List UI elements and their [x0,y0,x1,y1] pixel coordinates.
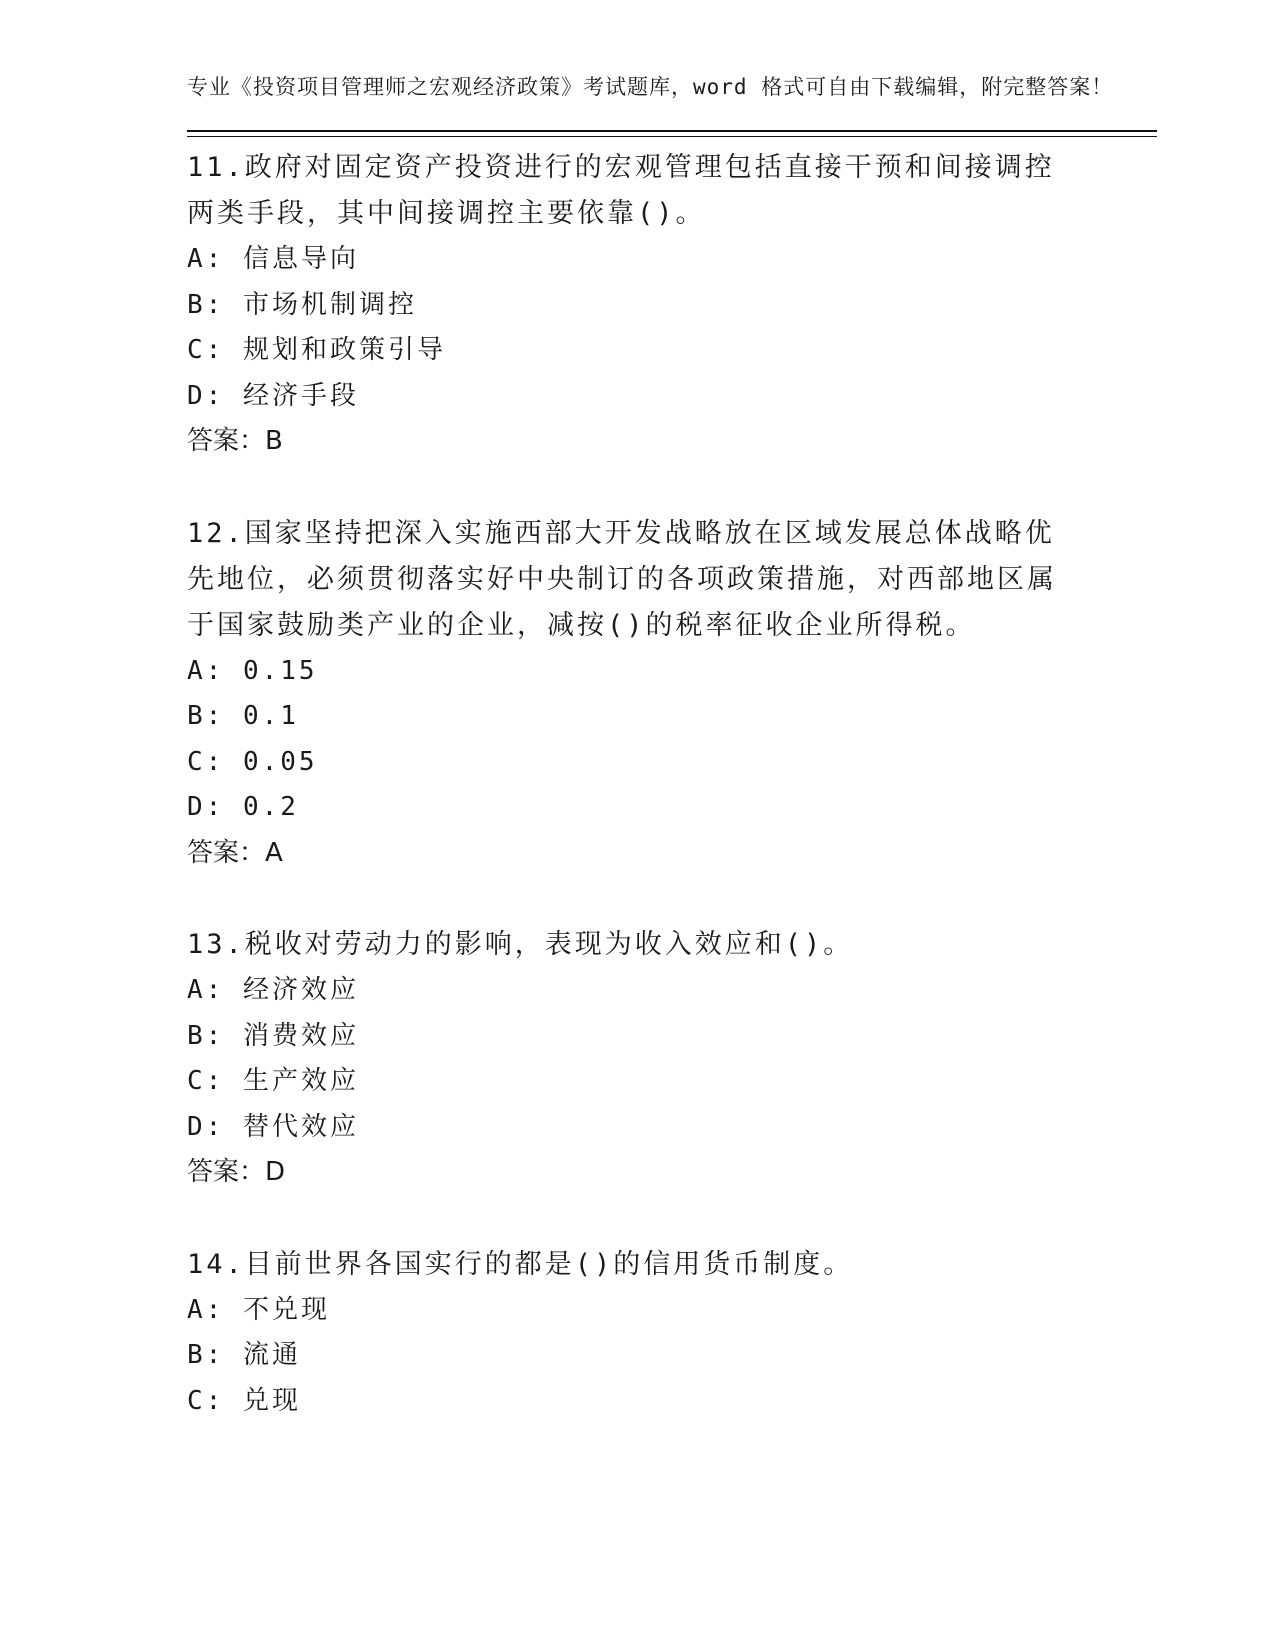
option-c: C: 0.05 [187,746,318,777]
option-c: C: 规划和政策引导 [187,335,446,365]
document-header: 专业《投资项目管理师之宏观经济政策》考试题库，word 格式可自由下载编辑，附完整答案！ [187,75,1114,99]
option-d: D: 0.2 [187,792,299,822]
option-a: A: 信息导向 [187,244,359,274]
header-divider [187,130,1157,137]
option-b: B: 消费效应 [187,1020,359,1051]
answer: 答案：D [187,1157,286,1187]
question-13 [187,922,1157,1196]
option-b: B: 0.1 [187,701,299,731]
document-page [187,70,1157,1424]
option-d: D: 替代效应 [187,1111,359,1142]
option-d: D: 经济手段 [187,380,359,411]
question-gap [187,465,1157,511]
option-a: A: 经济效应 [187,975,359,1005]
answer: 答案：B [187,426,283,456]
option-a: A: 不兑现 [187,1294,330,1325]
question-11 [187,145,1157,465]
answer: 答案：A [187,837,283,868]
option-b: B: 市场机制调控 [187,289,417,320]
question-gap [187,876,1157,922]
question-gap [187,1196,1157,1242]
question-14 [187,1242,1157,1425]
option-c: C: 生产效应 [187,1066,359,1096]
question-12 [187,511,1157,877]
question-stem: 14.目前世界各国实行的都是()的信用货币制度。 [187,1248,854,1280]
question-stem: 12.国家坚持把深入实施西部大开发战略放在区域发展总体战略优先地位，必须贯彻落实好中央制订的各项政策措施，对西部地区属于国家鼓励类产业的企业，减按()的税率征收企业所得税。 [187,517,1057,641]
option-a: A: 0.15 [187,655,318,686]
question-stem: 13.税收对劳动力的影响，表现为收入效应和()。 [187,929,854,960]
option-c: C: 兑现 [187,1385,301,1416]
question-stem: 11.政府对固定资产投资进行的宏观管理包括直接干预和间接调控两类手段，其中间接调控主要依靠()。 [187,152,1055,229]
option-b: B: 流通 [187,1340,301,1370]
